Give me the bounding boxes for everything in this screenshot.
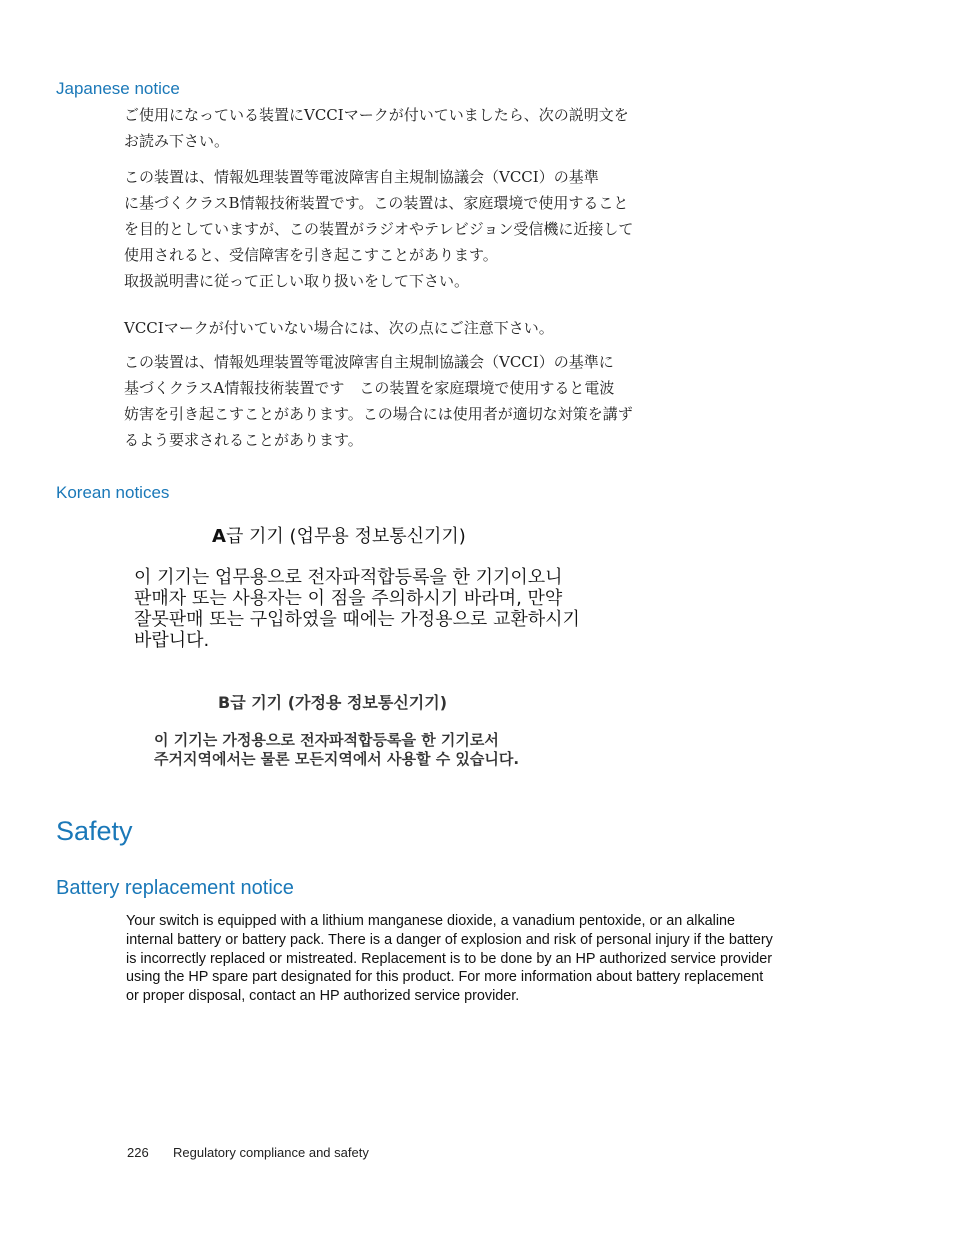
japanese-notice-group-4 bbox=[124, 349, 720, 453]
jp-line: ご使用になっている装置にVCCIマークが付いていましたら、次の説明文を bbox=[124, 106, 629, 124]
page-footer bbox=[127, 1145, 369, 1160]
battery-replacement-heading: Battery replacement notice bbox=[56, 877, 294, 899]
korean-notices-heading: Korean notices bbox=[56, 483, 170, 502]
jp-line: に基づくクラスB情報技術装置です。この装置は、家庭環境で使用すること bbox=[124, 194, 629, 212]
footer-section-title: Regulatory compliance and safety bbox=[173, 1145, 369, 1160]
korean-class-b-title: B급 기기 (가정용 정보통신기기) bbox=[218, 693, 448, 712]
korean-class-a-title-text: 급 기기 (업무용 정보통신기기) bbox=[225, 526, 466, 547]
battery-replacement-paragraph bbox=[126, 912, 806, 1006]
jp-line: るよう要求されることがあります。 bbox=[124, 431, 363, 449]
jp-line: この装置は、情報処理装置等電波障害自主規制協議会（VCCI）の基準に bbox=[124, 353, 614, 371]
japanese-notice-group-3 bbox=[124, 315, 720, 341]
japanese-notice-group-1 bbox=[124, 102, 720, 154]
korean-class-b-line: 이 기기는 가정용으로 전자파적합등록을 한 기기로서 bbox=[154, 731, 499, 749]
korean-class-a-line: 판매자 또는 사용자는 이 점을 주의하시기 바라며, 만약 bbox=[134, 588, 563, 609]
paragraph-line: is incorrectly replaced or mistreated. Replacement is to be done by an HP authorized service provider bbox=[126, 950, 773, 967]
japanese-notice-heading: Japanese notice bbox=[56, 79, 180, 98]
korean-class-a-letter: A bbox=[212, 526, 226, 547]
paragraph-line: Your switch is equipped with a lithium manganese dioxide, a vanadium pentoxide, or an alkaline bbox=[126, 913, 736, 929]
korean-class-a-line: 바랍니다. bbox=[134, 630, 210, 651]
jp-line: 基づくクラスA情報技術装置です この装置を家庭環境で使用すると電波 bbox=[124, 379, 615, 397]
jp-line: を目的としていますが、この装置がラジオやテレビジョン受信機に近接して bbox=[124, 220, 634, 238]
jp-line: この装置は、情報処理装置等電波障害自主規制協議会（VCCI）の基準 bbox=[124, 168, 599, 186]
korean-class-b-line: 주거지역에서는 물론 모든지역에서 사용할 수 있습니다. bbox=[154, 750, 520, 768]
page-number: 226 bbox=[127, 1145, 149, 1160]
jp-line: お読み下さい。 bbox=[124, 132, 230, 150]
korean-class-a-line: 잘못판매 또는 구입하였을 때에는 가정용으로 교환하시기 bbox=[134, 609, 580, 630]
japanese-notice-group-2 bbox=[124, 164, 720, 294]
safety-heading: Safety bbox=[56, 816, 133, 846]
paragraph-line: using the HP spare part designated for this product. For more information about battery replacement bbox=[126, 969, 764, 986]
jp-line: 妨害を引き起こすことがあります。この場合には使用者が適切な対策を講ず bbox=[124, 405, 633, 423]
korean-class-a-title bbox=[212, 522, 466, 548]
paragraph-line: or proper disposal, contact an HP authorized service provider. bbox=[126, 988, 520, 1005]
jp-line: 使用されると、受信障害を引き起こすことがあります。 bbox=[124, 246, 498, 264]
jp-line: VCCIマークが付いていない場合には、次の点にご注意下さい。 bbox=[124, 319, 554, 337]
korean-class-a-line: 이 기기는 업무용으로 전자파적합등록을 한 기기이오니 bbox=[134, 567, 563, 588]
paragraph-line: internal battery or battery pack. There is a danger of explosion and risk of personal injury if the battery bbox=[126, 931, 773, 948]
jp-line: 取扱説明書に従って正しい取り扱いをして下さい。 bbox=[124, 272, 470, 290]
